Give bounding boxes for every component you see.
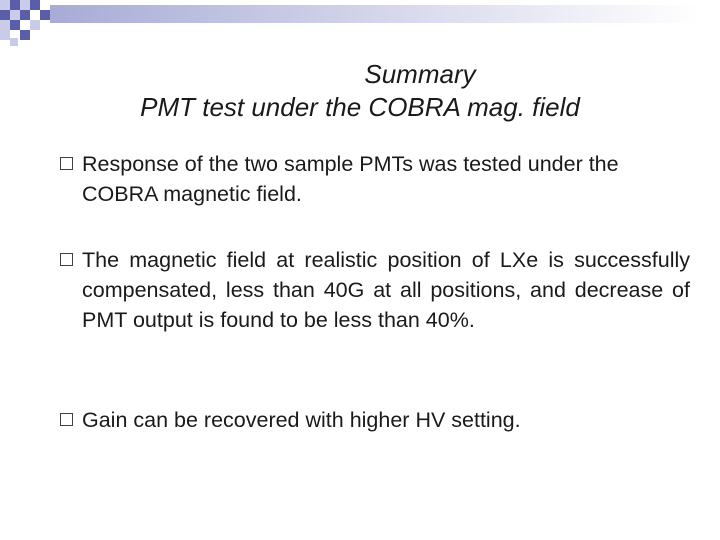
title-line-2: PMT test under the COBRA mag. field <box>140 92 580 122</box>
header-square-3 <box>20 0 30 10</box>
hollow-square-icon <box>60 157 73 170</box>
bullet-item-2 <box>60 245 690 335</box>
header-square-10 <box>10 20 20 30</box>
header-square-14 <box>10 38 18 46</box>
header-square-11 <box>30 20 40 30</box>
bullet-text-1: Response of the two sample PMTs was tested under the COBRA magnetic field. <box>82 152 619 206</box>
header-square-6 <box>10 10 20 20</box>
title-line-1: Summary <box>364 59 476 89</box>
header-square-4 <box>30 0 40 10</box>
header-gradient-bar <box>50 5 700 23</box>
bullet-text-2: The magnetic field at realistic position of LXe is successfully compensated, less than 40G at all positions, and decrease of PMT output is found to be less than 40%. <box>82 248 690 332</box>
slide-title <box>60 58 660 124</box>
header-square-5 <box>0 10 10 20</box>
header-square-1 <box>0 0 10 10</box>
hollow-square-icon <box>60 253 73 266</box>
bullet-text-3: Gain can be recovered with higher HV setting. <box>82 408 521 432</box>
header-square-2 <box>10 0 20 10</box>
header-square-7 <box>20 10 30 20</box>
bullet-item-3 <box>60 405 690 435</box>
header-square-13 <box>0 30 10 40</box>
decorative-header-squares <box>0 0 720 48</box>
bullet-item-1 <box>60 149 690 209</box>
header-square-12 <box>20 30 30 40</box>
header-square-9 <box>0 20 10 30</box>
hollow-square-icon <box>60 413 73 426</box>
header-square-8 <box>40 10 50 20</box>
